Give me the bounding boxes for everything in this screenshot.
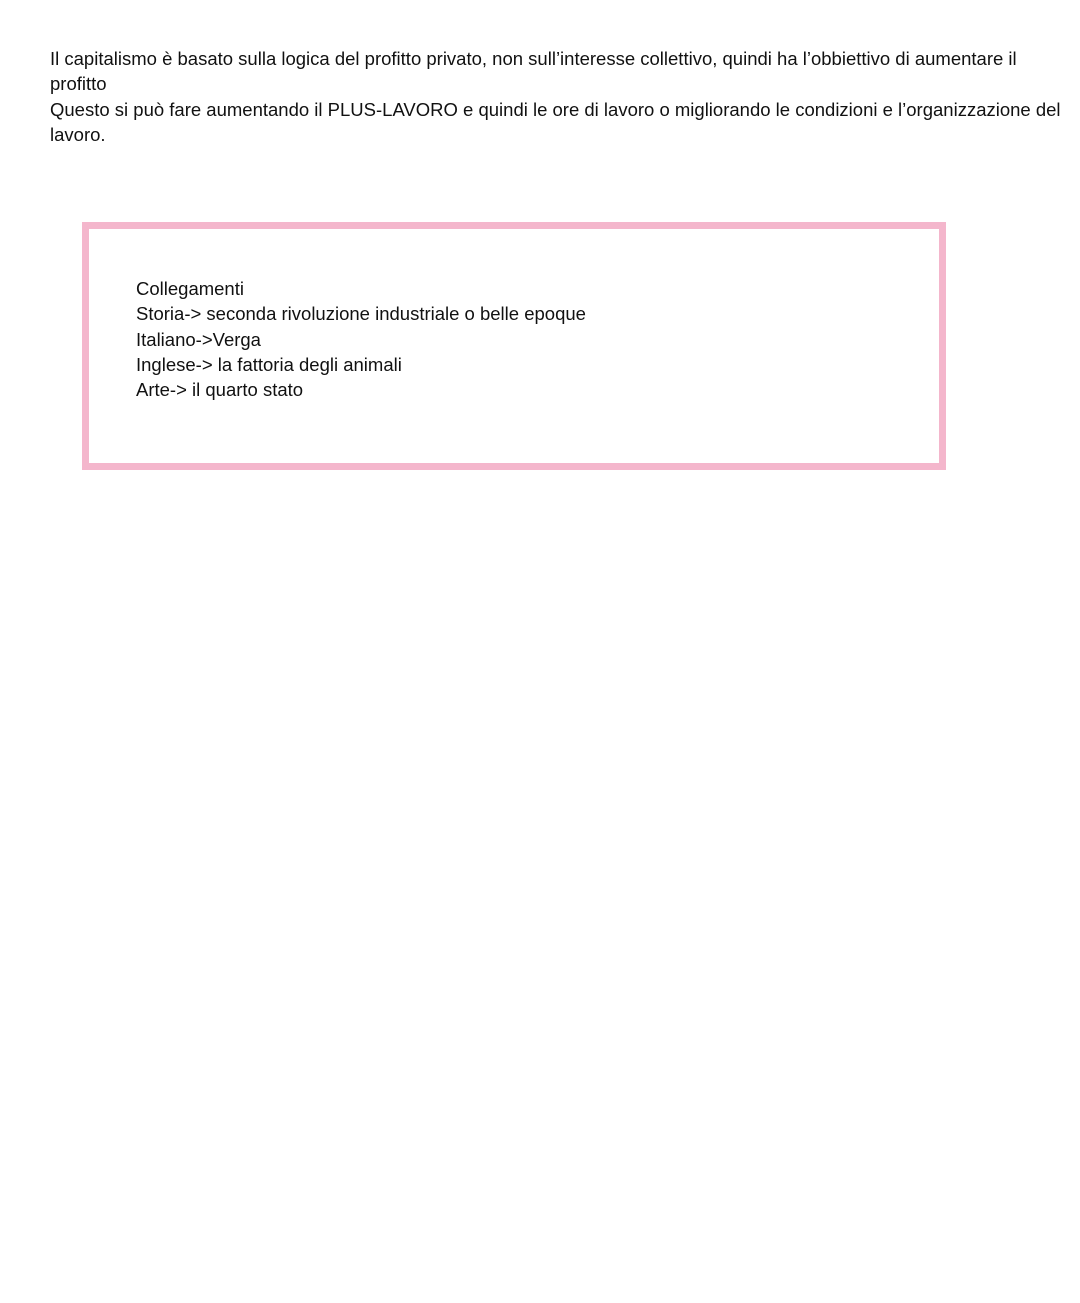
collegamento-storia: Storia-> seconda rivoluzione industriale o belle epoque bbox=[136, 303, 586, 325]
collegamento-italiano: Italiano->Verga bbox=[136, 328, 261, 350]
intro-paragraph-1: Il capitalismo è basato sulla logica del profitto privato, non sull’interesse collettivo, quindi ha l’obbiettivo di aumentare il profitto bbox=[50, 48, 1017, 95]
collegamenti-box bbox=[82, 222, 946, 470]
collegamenti-list bbox=[136, 276, 586, 402]
intro-paragraph-2: Questo si può fare aumentando il PLUS-LAVORO e quindi le ore di lavoro o migliorando le condizioni e l’organizzazione del lavoro. bbox=[50, 98, 1061, 145]
collegamento-arte: Arte-> il quarto stato bbox=[136, 379, 304, 401]
intro-text bbox=[50, 46, 1065, 147]
collegamento-inglese: Inglese-> la fattoria degli animali bbox=[136, 353, 402, 375]
collegamenti-title: Collegamenti bbox=[136, 278, 244, 299]
